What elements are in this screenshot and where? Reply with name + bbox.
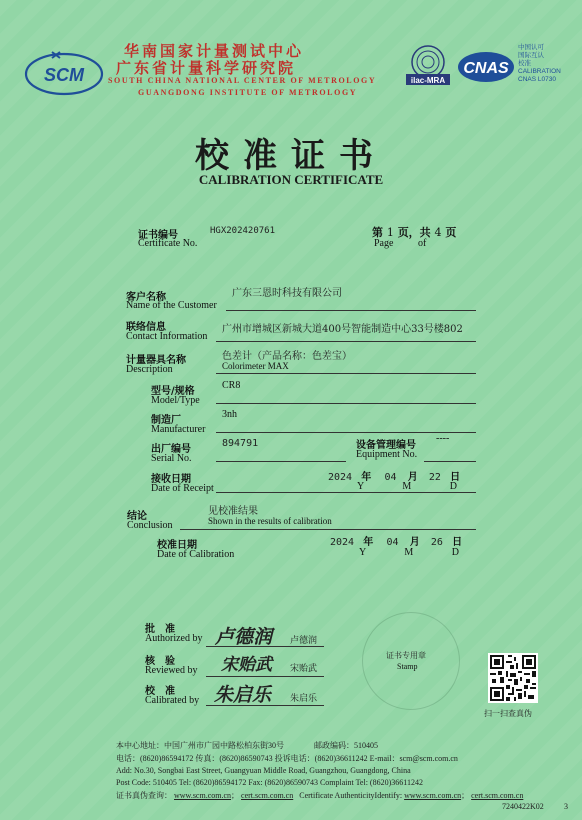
instrument-value-en: Colorimeter MAX [222, 361, 289, 371]
maker-label-en: Manufacturer [151, 424, 206, 435]
scm-logo-icon [22, 44, 106, 100]
doc-num: 3 [564, 802, 568, 811]
conclusion-line [180, 529, 476, 530]
reviewed-line [206, 676, 324, 677]
qr-code [488, 653, 538, 703]
page-en: Page [374, 238, 394, 249]
serial-label-cn: 出厂编号 [151, 444, 191, 455]
org-name-en-2: GUANGDONG INSTITUTE OF METROLOGY [138, 88, 358, 97]
instrument-label-en: Description [126, 364, 173, 375]
org-name-en-1: SOUTH CHINA NATIONAL CENTER OF METROLOGY [108, 76, 377, 85]
calib-date-label-cn: 校准日期 [157, 540, 197, 551]
stamp-emboss [362, 612, 460, 710]
svg-text:CNAS: CNAS [463, 60, 509, 77]
cert-no-label-cn: 证书编号 [138, 230, 178, 241]
footer-address-cn: 本中心地址：中国广州市广园中路松柏东街30号 邮政编码：510405 [116, 741, 378, 750]
verify-link-2[interactable]: cert.scm.com.cn [241, 791, 294, 800]
footer-post-en: Post Code: 510405 Tel: (8620)86594172 Fax: (8620)86590743 Complaint Tel: (8620)36611242 [116, 778, 423, 787]
receipt-date: 2024 年 04 月 22 日 [328, 472, 461, 483]
cnas-note-cn-1: 中国认可 [518, 44, 544, 51]
serial-line [216, 461, 346, 462]
title-cn: 校准证书 [195, 136, 387, 176]
doc-code: 7240422K02 [502, 802, 544, 811]
approved-label-cn: 批 准 [145, 624, 175, 635]
footer-verify: 证书真伪查询： www.scm.com.cn； cert.scm.com.cn Certificate AuthenticityIdentify: www.scm.com.cn； cert.scm.com.cn [116, 791, 524, 800]
approved-name: 卢德润 [290, 636, 318, 646]
page-indicator: 第 1 页，共 4 页 [372, 226, 457, 239]
calib-date-label-en: Date of Calibration [157, 549, 235, 560]
maker-label-cn: 制造厂 [151, 415, 181, 426]
reviewed-label-en: Reviewed by [145, 665, 198, 676]
calibrated-name: 朱启乐 [290, 694, 318, 704]
calibrated-label-en: Calibrated by [145, 695, 200, 706]
contact-value: 广州市增城区新城大道400号智能制造中心33号楼802 [222, 324, 463, 335]
model-line [216, 403, 476, 404]
customer-value: 广东三恩时科技有限公司 [232, 288, 342, 299]
approved-label-en: Authorized by [145, 633, 203, 644]
title-en: CALIBRATION CERTIFICATE [198, 172, 384, 187]
verify-link-4[interactable]: cert.scm.com.cn [471, 791, 524, 800]
cnas-note-cn-2: 国际互认 [518, 52, 544, 59]
calibrated-label-cn: 校 准 [145, 686, 175, 697]
cnas-mark [456, 48, 516, 86]
serial-value: 894791 [222, 438, 259, 449]
model-label-en: Model/Type [151, 395, 200, 406]
equip-label-cn: 设备管理编号 [356, 440, 416, 451]
conclusion-label-en: Conclusion [127, 520, 173, 531]
verify-link-3[interactable]: www.scm.com.cn [404, 791, 462, 800]
approved-signature: 卢德润 [215, 626, 273, 648]
page-of: of [418, 238, 427, 249]
svg-text:ilac-MRA: ilac-MRA [410, 76, 446, 85]
footer-tel-cn: 电话：(8620)86594172 传真：(8620)86590743 投诉电话：(8620)36611242 E-mail：scm@scm.com.cn [116, 754, 458, 763]
receipt-line [216, 492, 476, 493]
cert-no-label-en: Certificate No. [138, 238, 198, 249]
cnas-note-cn-3: 校准 [518, 60, 531, 67]
receipt-label-en: Date of Receipt [151, 483, 214, 494]
model-value: CR8 [222, 380, 241, 391]
stamp-label-en: Stamp [397, 662, 418, 671]
scm-logo-text: SCM [44, 65, 84, 85]
contact-line [216, 341, 476, 342]
cnas-icon [456, 48, 516, 86]
scm-logo [22, 44, 106, 100]
customer-line [226, 310, 476, 311]
conclusion-label-cn: 结论 [127, 511, 147, 522]
cert-no-value: HGX202420761 [210, 226, 276, 236]
stamp-label-cn: 证书专用章 [386, 651, 426, 660]
customer-label-cn: 客户名称 [126, 292, 166, 303]
equip-label-en: Equipment No. [356, 449, 418, 460]
reviewed-signature: 宋贻武 [221, 655, 272, 675]
serial-label-en: Serial No. [151, 453, 192, 464]
qr-caption: 扫一扫查真伪 [484, 709, 532, 718]
org-name-cn-2: 广东省计量科学研究院 [116, 59, 297, 77]
calibrated-line [206, 705, 324, 706]
cnas-notes [518, 44, 561, 84]
calib-date: 2024 年 04 月 26 日 [330, 537, 463, 548]
cnas-note-en: CALIBRATION [518, 68, 561, 75]
equip-value: ---- [436, 433, 450, 444]
verify-link-1[interactable]: www.scm.com.cn [174, 791, 232, 800]
contact-label-en: Contact Information [126, 331, 208, 342]
maker-value: 3nh [222, 409, 237, 420]
ilac-mra-icon [402, 40, 454, 92]
conclusion-value-en: Shown in the results of calibration [208, 516, 332, 526]
qr-code-icon [488, 653, 538, 703]
equip-line [424, 461, 476, 462]
org-name-cn-1: 华南国家计量测试中心 [124, 42, 305, 60]
customer-label-en: Name of the Customer [126, 300, 217, 311]
calibrated-signature: 朱启乐 [214, 684, 272, 706]
instrument-label-cn: 计量器具名称 [126, 355, 186, 366]
receipt-date-en: Y M D [357, 481, 457, 492]
footer-address-en: Add: No.30, Songbai East Street, Guangyuan Middle Road, Guangzhou, Guangdong, China [116, 766, 411, 775]
reviewed-name: 宋贻武 [290, 664, 318, 674]
instrument-line [216, 373, 476, 374]
ilac-mra-mark [402, 40, 454, 92]
cnas-number: CNAS L0730 [518, 76, 556, 83]
reviewed-label-cn: 核 验 [145, 656, 175, 667]
conclusion-value-cn: 见校准结果 [208, 506, 258, 517]
approved-line [206, 646, 324, 647]
contact-label-cn: 联络信息 [126, 322, 166, 333]
instrument-value-cn: 色差计（产品名称：色差宝） [222, 351, 352, 362]
model-label-cn: 型号/规格 [151, 386, 195, 397]
calib-date-en: Y M D [359, 547, 459, 558]
receipt-label-cn: 接收日期 [151, 474, 191, 485]
